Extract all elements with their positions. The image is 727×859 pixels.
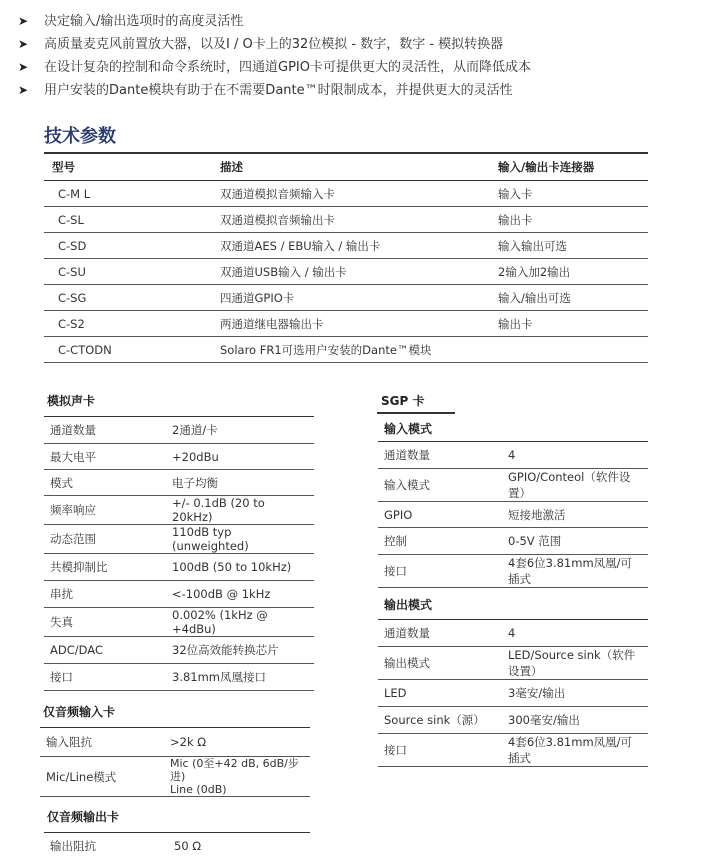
table-row bbox=[44, 417, 314, 444]
table-row bbox=[378, 620, 648, 647]
param-label: 共模抑制比 bbox=[44, 554, 166, 581]
param-value: Mic (0至+42 dB, 6dB/步进) Line (0dB) bbox=[164, 757, 310, 797]
param-label: 接口 bbox=[44, 664, 166, 691]
table-row bbox=[378, 734, 648, 767]
param-value: 50 Ω bbox=[168, 833, 310, 859]
table-row bbox=[44, 664, 314, 691]
sgp-output-mode-title: 输出模式 bbox=[384, 596, 432, 613]
table-row bbox=[44, 337, 648, 363]
param-label: 最大电平 bbox=[44, 444, 166, 470]
sgp-input-table bbox=[378, 441, 648, 588]
table-row bbox=[44, 470, 314, 496]
connector-cell: 输入/输出可选 bbox=[490, 285, 648, 311]
param-label: Mic/Line模式 bbox=[40, 757, 164, 797]
feature-bullet bbox=[18, 10, 531, 33]
param-value: 0.002% (1kHz @ +4dBu) bbox=[166, 608, 314, 637]
description-cell: 两通道继电器输出卡 bbox=[212, 311, 490, 337]
description-cell: 双通道USB输入 / 输出卡 bbox=[212, 259, 490, 285]
model-cell: C-SU bbox=[44, 259, 212, 285]
param-label: ADC/DAC bbox=[44, 637, 166, 664]
param-value: 短接地激活 bbox=[502, 502, 648, 528]
table-row bbox=[378, 528, 648, 555]
param-value: 2通道/卡 bbox=[166, 417, 314, 444]
param-value: 300毫安/输出 bbox=[502, 707, 648, 734]
model-cell: C-SD bbox=[44, 233, 212, 259]
sgp-card-title: SGP 卡 bbox=[381, 392, 424, 409]
param-label: 接口 bbox=[378, 555, 502, 588]
sgp-output-table bbox=[378, 619, 648, 767]
analog-card-table bbox=[44, 416, 314, 691]
feature-text: 用户安装的Dante模块有助于在不需要Dante™时限制成本，并提供更大的灵活性 bbox=[44, 79, 513, 102]
connector-cell: 输出卡 bbox=[490, 311, 648, 337]
description-cell: 四通道GPIO卡 bbox=[212, 285, 490, 311]
table-row bbox=[378, 647, 648, 680]
param-label: 接口 bbox=[378, 734, 502, 767]
param-value: 110dB typ (unweighted) bbox=[166, 525, 314, 554]
description-cell: 双通道模拟音频输入卡 bbox=[212, 181, 490, 207]
table-row bbox=[44, 525, 314, 554]
table-row bbox=[44, 285, 648, 311]
param-label: Source sink（源） bbox=[378, 707, 502, 734]
table-row bbox=[378, 502, 648, 528]
connector-cell: 2输入加2输出 bbox=[490, 259, 648, 285]
param-value: 100dB (50 to 10kHz) bbox=[166, 554, 314, 581]
model-cell: C-SL bbox=[44, 207, 212, 233]
model-cell: C-M L bbox=[44, 181, 212, 207]
param-label: 通道数量 bbox=[44, 417, 166, 444]
param-label: LED bbox=[378, 680, 502, 707]
table-row bbox=[44, 181, 648, 207]
param-value: +20dBu bbox=[166, 444, 314, 470]
param-label: 模式 bbox=[44, 470, 166, 496]
param-value: <-100dB @ 1kHz bbox=[166, 581, 314, 608]
table-row bbox=[44, 207, 648, 233]
model-cell: C-CTODN bbox=[44, 337, 212, 363]
table-row bbox=[378, 555, 648, 588]
table-row bbox=[44, 581, 314, 608]
tech-specs-title: 技术参数 bbox=[44, 122, 116, 148]
table-row bbox=[44, 444, 314, 470]
table-row bbox=[44, 259, 648, 285]
connector-cell: 输出卡 bbox=[490, 207, 648, 233]
param-value: 32位高效能转换芯片 bbox=[166, 637, 314, 664]
param-value: 4套6位3.81mm凤凰/可插式 bbox=[502, 734, 648, 767]
title-underline bbox=[377, 412, 455, 414]
audio-output-card-title: 仅音频输出卡 bbox=[47, 808, 119, 825]
connector-cell: 输入输出可选 bbox=[490, 233, 648, 259]
table-row bbox=[44, 233, 648, 259]
table-row bbox=[378, 442, 648, 469]
model-cell: C-S2 bbox=[44, 311, 212, 337]
param-value: 0-5V 范围 bbox=[502, 528, 648, 555]
param-label: 动态范围 bbox=[44, 525, 166, 554]
table-row bbox=[44, 554, 314, 581]
feature-bullet bbox=[18, 79, 531, 102]
feature-text: 在设计复杂的控制和命令系统时，四通道GPIO卡可提供更大的灵活性，从而降低成本 bbox=[44, 56, 531, 79]
param-value: 4 bbox=[502, 620, 648, 647]
description-cell: Solaro FR1可选用户安装的Dante™模块 bbox=[212, 337, 490, 363]
param-value: GPIO/Conteol（软件设置） bbox=[502, 469, 648, 502]
table-row bbox=[44, 833, 310, 859]
table-row bbox=[44, 311, 648, 337]
column-header-description: 描述 bbox=[212, 153, 490, 181]
connector-cell bbox=[490, 337, 648, 363]
connector-cell: 输入卡 bbox=[490, 181, 648, 207]
description-cell: 双通道AES / EBU输入 / 输出卡 bbox=[212, 233, 490, 259]
param-label: 输出阻抗 bbox=[44, 833, 168, 859]
param-label: 通道数量 bbox=[378, 620, 502, 647]
param-label: 输入阻抗 bbox=[40, 728, 164, 757]
audio-input-card-title: 仅音频输入卡 bbox=[43, 703, 115, 720]
param-value: LED/Source sink（软件设置） bbox=[502, 647, 648, 680]
feature-bullet bbox=[18, 56, 531, 79]
table-row bbox=[40, 728, 310, 757]
arrow-bullet-icon: ➤ bbox=[18, 33, 44, 56]
param-label: 控制 bbox=[378, 528, 502, 555]
param-value: +/- 0.1dB (20 to 20kHz) bbox=[166, 496, 314, 525]
table-row bbox=[44, 608, 314, 637]
param-label: 失真 bbox=[44, 608, 166, 637]
column-header-model: 型号 bbox=[44, 153, 212, 181]
analog-card-title: 模拟声卡 bbox=[47, 392, 95, 409]
table-row bbox=[44, 637, 314, 664]
param-value: 电子均衡 bbox=[166, 470, 314, 496]
param-label: 通道数量 bbox=[378, 442, 502, 469]
arrow-bullet-icon: ➤ bbox=[18, 79, 44, 102]
table-row bbox=[378, 680, 648, 707]
arrow-bullet-icon: ➤ bbox=[18, 56, 44, 79]
arrow-bullet-icon: ➤ bbox=[18, 10, 44, 33]
spec-table bbox=[44, 152, 648, 363]
param-value: 4套6位3.81mm凤凰/可插式 bbox=[502, 555, 648, 588]
feature-text: 高质量麦克风前置放大器，以及I / O卡上的32位模拟 - 数字，数字 - 模拟转换器 bbox=[44, 33, 503, 56]
param-value: 4 bbox=[502, 442, 648, 469]
table-row bbox=[378, 469, 648, 502]
sgp-input-mode-title: 输入模式 bbox=[384, 420, 432, 437]
audio-input-card-table bbox=[40, 727, 310, 797]
param-value: 3毫安/输出 bbox=[502, 680, 648, 707]
description-cell: 双通道模拟音频输出卡 bbox=[212, 207, 490, 233]
param-label: 串扰 bbox=[44, 581, 166, 608]
table-row bbox=[44, 496, 314, 525]
feature-text: 决定输入/输出选项时的高度灵活性 bbox=[44, 10, 243, 33]
param-label: GPIO bbox=[378, 502, 502, 528]
column-header-connector: 输入/输出卡连接器 bbox=[490, 153, 648, 181]
model-cell: C-SG bbox=[44, 285, 212, 311]
param-label: 频率响应 bbox=[44, 496, 166, 525]
table-row bbox=[40, 757, 310, 797]
param-label: 输入模式 bbox=[378, 469, 502, 502]
param-value: 3.81mm凤凰接口 bbox=[166, 664, 314, 691]
feature-bullet bbox=[18, 33, 531, 56]
param-label: 输出模式 bbox=[378, 647, 502, 680]
feature-bullet-list bbox=[18, 10, 531, 102]
table-header-row bbox=[44, 153, 648, 181]
table-row bbox=[378, 707, 648, 734]
param-value: >2k Ω bbox=[164, 728, 310, 757]
audio-output-card-table bbox=[44, 832, 310, 859]
